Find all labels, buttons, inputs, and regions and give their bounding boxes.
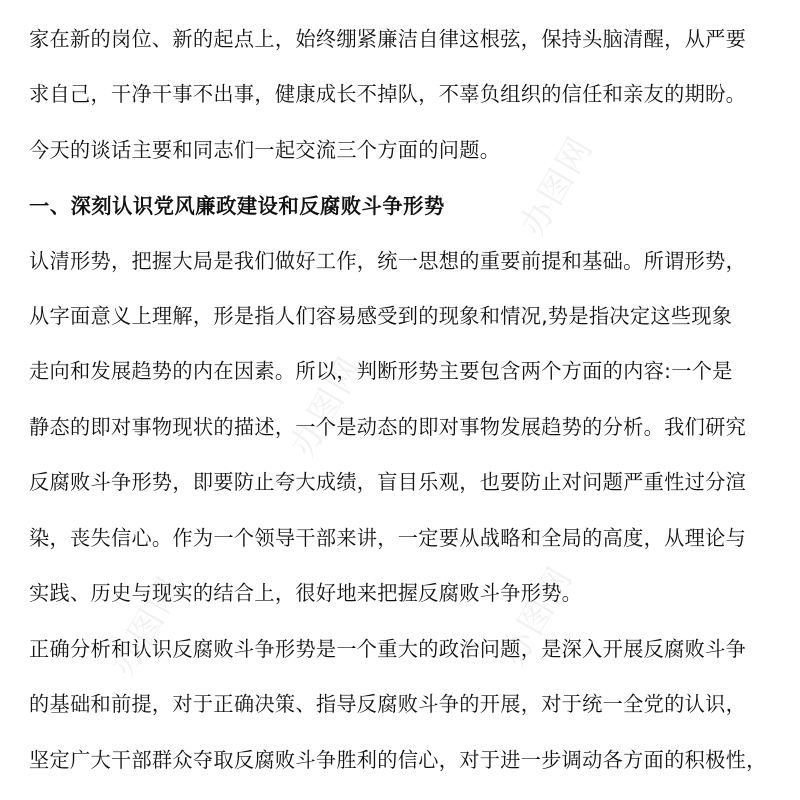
body-text-line: 的基础和前提，对于正确决策、指导反腐败斗争的开展，对于统一全党的认识， xyxy=(29,692,747,716)
body-text-line: 正确分析和认识反腐败斗争形势是一个重大的政治问题，是深入开展反腐败斗争 xyxy=(29,637,747,661)
watermark: 办图网 xyxy=(492,559,582,674)
body-text-line: 实践、历史与现实的结合上，很好地来把握反腐败斗争形势。 xyxy=(29,581,583,605)
body-text-line: 反腐败斗争形势，即要防止夸大成绩，盲目乐观，也要防止对问题严重性过分渲 xyxy=(29,470,747,494)
body-text-line: 静态的即对事物现状的描述，一个是动态的即对事物发展趋势的分析。我们研究 xyxy=(29,415,747,439)
body-text-line: 认清形势，把握大局是我们做好工作，统一思想的重要前提和基础。所谓形势， xyxy=(29,249,747,273)
body-text-line: 染，丧失信心。作为一个领导干部来讲，一定要从战略和全局的高度，从理论与 xyxy=(29,526,747,550)
watermark: 办图网 xyxy=(512,129,602,244)
body-text-line: 走向和发展趋势的内在因素。所以，判断形势主要包含两个方面的内容:一个是 xyxy=(29,359,733,383)
watermark: 办图网 xyxy=(282,349,372,464)
body-text-line: 今天的谈话主要和同志们一起交流三个方面的问题。 xyxy=(29,138,501,162)
body-text-line: 从字面意义上理解，形是指人们容易感受到的现象和情况,势是指决定这些现象 xyxy=(29,304,733,328)
body-text-line: 坚定广大干部群众夺取反腐败斗争胜利的信心，对于进一步调动各方面的积极性， xyxy=(29,748,767,772)
body-text-line: 家在新的岗位、新的起点上，始终绷紧廉洁自律这根弦，保持头脑清醒，从严要 xyxy=(29,27,747,51)
body-text-line: 求自己，干净干事不出事，健康成长不掉队，不辜负组织的信任和亲友的期盼。 xyxy=(29,82,747,106)
watermark: 办图网 xyxy=(102,569,192,684)
section-heading: 一、深刻认识党风廉政建设和反腐败斗争形势 xyxy=(29,194,445,218)
